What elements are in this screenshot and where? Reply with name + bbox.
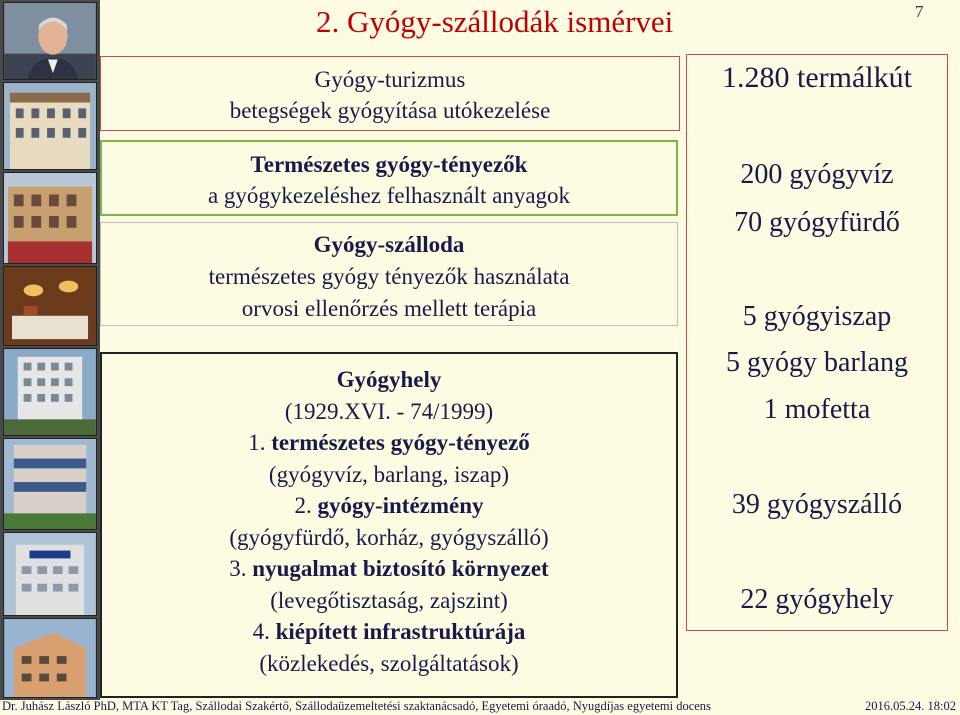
factors-heading: Természetes gyógy-tényezők bbox=[250, 152, 528, 177]
stats-box bbox=[686, 54, 948, 631]
hotel-line-1: természetes gyógy tényezők használata bbox=[208, 264, 570, 289]
criterion-detail: (gyógyfürdő, korház, gyógyszálló) bbox=[229, 524, 549, 550]
spa-place-box bbox=[100, 352, 678, 698]
stat-item: 22 gyógyhely bbox=[740, 584, 894, 615]
criterion-name: kiépített infrastruktúrája bbox=[275, 619, 526, 644]
tourism-heading: Gyógy-turizmus bbox=[314, 67, 466, 92]
stat-item: 200 gyógyvíz bbox=[740, 159, 894, 190]
slide-title: 2. Gyógy-szállodák ismérvei bbox=[316, 4, 674, 39]
stat-item: 1 mofetta bbox=[763, 394, 871, 425]
hotel-photo-6 bbox=[3, 618, 97, 698]
criterion-1 bbox=[102, 427, 676, 459]
stat-item: 70 gyógyfürdő bbox=[734, 207, 900, 238]
footer-date: 2016.05.24. 18:02 bbox=[865, 699, 956, 713]
criterion-detail: (közlekedés, szolgáltatások) bbox=[259, 650, 519, 676]
criterion-2 bbox=[102, 490, 676, 522]
stats-title: 1.280 termálkút bbox=[722, 61, 912, 94]
hotel-photo-1 bbox=[3, 82, 97, 170]
criterion-number: 4. bbox=[252, 619, 270, 644]
factors-text: a gyógykezeléshez felhasznált anyagok bbox=[207, 183, 571, 208]
factors-box bbox=[100, 140, 678, 216]
criterion-number: 1. bbox=[248, 430, 266, 455]
stat-item: 39 gyógyszálló bbox=[731, 489, 903, 520]
criterion-4 bbox=[102, 616, 676, 648]
portrait-photo bbox=[3, 2, 97, 80]
footer-credit: Dr. Juhász László PhD, MTA KT Tag, Szállodai Szakértő, Szállodaüzemeltetési szaktanácsadó, Egyetemi óraadó, Nyugdíjas egyetemi docens bbox=[2, 699, 711, 713]
criterion-detail: (gyógyvíz, barlang, iszap) bbox=[268, 461, 510, 487]
criterion-name: nyugalmat biztosító környezet bbox=[252, 556, 549, 581]
hotel-line-2: orvosi ellenőrzés mellett terápia bbox=[241, 296, 537, 321]
spa-place-heading: Gyógyhely bbox=[336, 367, 442, 392]
hotel-photo-3 bbox=[3, 348, 97, 436]
restaurant-photo bbox=[3, 266, 97, 346]
spa-place-law: (1929.XVI. - 74/1999) bbox=[284, 398, 494, 424]
tourism-text: betegségek gyógyítása utókezelése bbox=[229, 98, 551, 123]
hotel-box bbox=[100, 222, 678, 326]
hotel-photo-5 bbox=[3, 532, 97, 616]
footer bbox=[0, 699, 960, 715]
stat-item: 5 gyógy barlang bbox=[726, 347, 908, 378]
hotel-heading: Gyógy-szálloda bbox=[313, 232, 465, 257]
hotel-photo-4 bbox=[3, 438, 97, 530]
tourism-box bbox=[100, 56, 680, 131]
criterion-number: 2. bbox=[294, 493, 312, 518]
hotel-photo-2 bbox=[3, 172, 97, 264]
criterion-3 bbox=[102, 553, 676, 585]
criterion-name: természetes gyógy-tényező bbox=[271, 430, 530, 455]
page-number: 7 bbox=[915, 2, 924, 21]
criterion-detail: (levegőtisztaság, zajszint) bbox=[270, 587, 508, 613]
photo-strip bbox=[0, 0, 100, 700]
criterion-name: gyógy-intézmény bbox=[317, 493, 484, 518]
stat-item: 5 gyógyiszap bbox=[742, 301, 892, 332]
criterion-number: 3. bbox=[229, 556, 247, 581]
